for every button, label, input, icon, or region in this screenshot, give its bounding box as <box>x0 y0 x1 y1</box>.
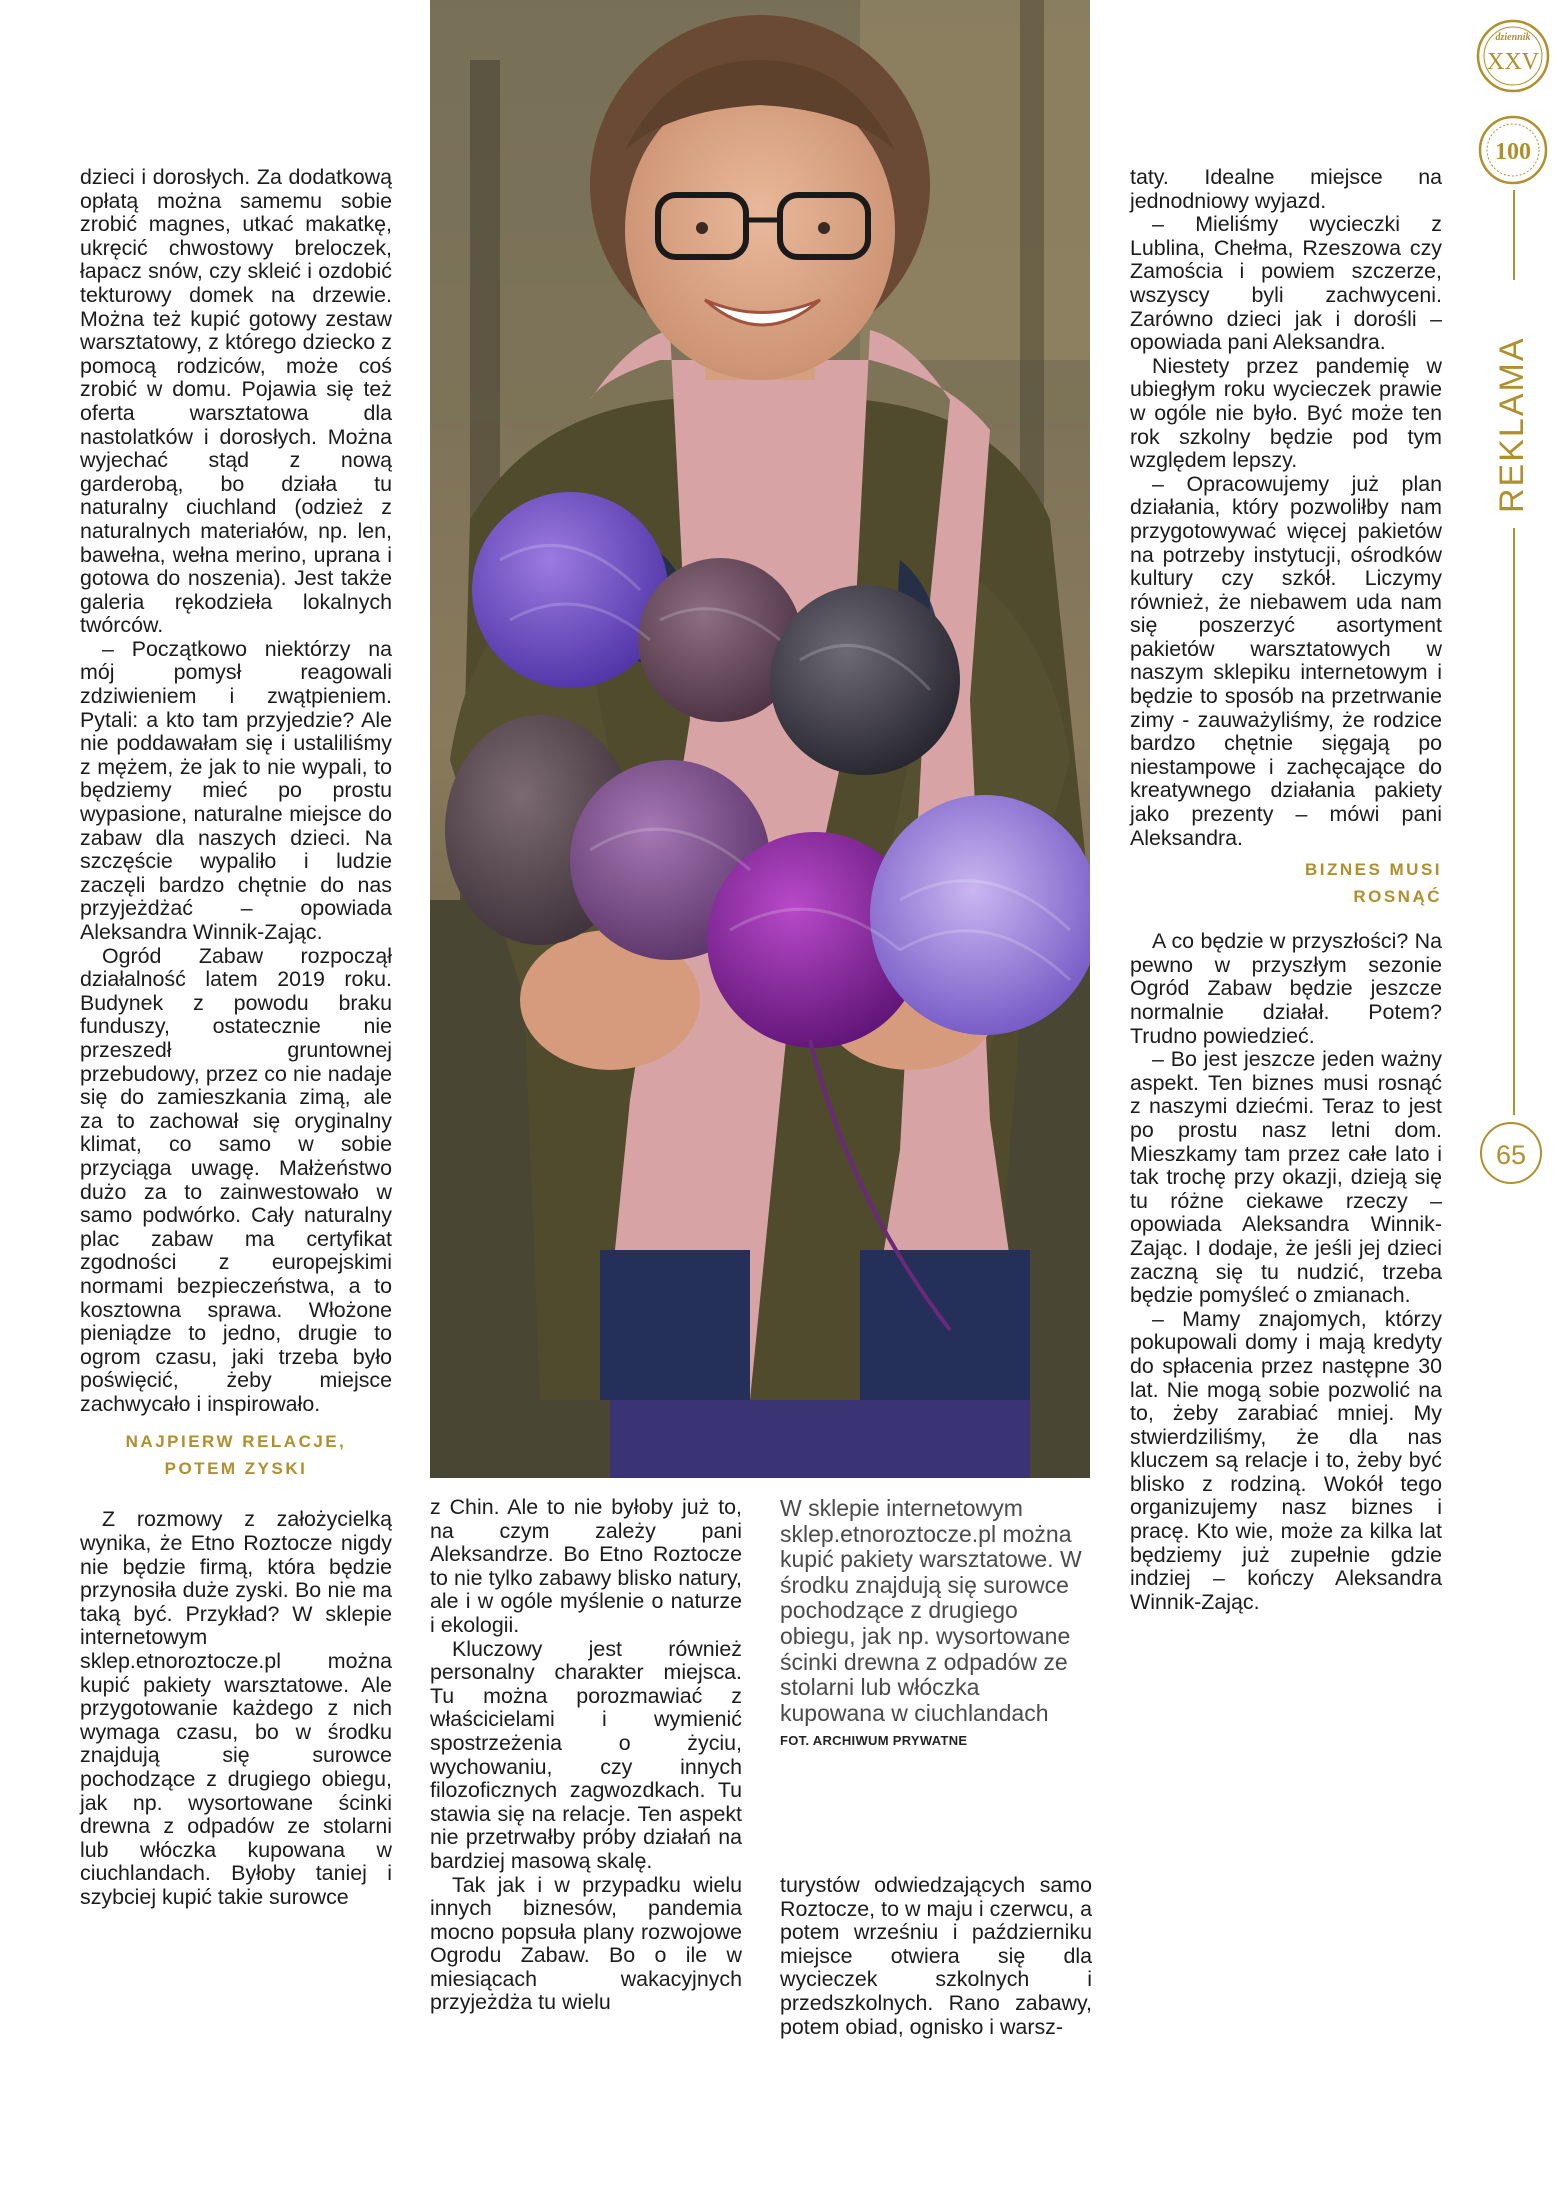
photo-credit: FOT. ARCHIWUM PRYWATNE <box>780 1733 968 1749</box>
photo-woman-with-yarn <box>430 0 1090 1478</box>
paragraph: – Mieliśmy wycieczki z Lublina, Chełma, Rzeszowa czy Zamościa i powiem szczerze, wszyscy byli zachwyceni. Zarówno dzieci jak i dorośli – opowiada pani Aleksandra. <box>1130 212 1442 355</box>
section-heading <box>80 1428 392 1482</box>
article-column-2 <box>430 1496 742 2015</box>
paragraph: Z rozmowy z założycielką wynika, że Etno Roztocze nigdy nie będzie firmą, która będzie przynosiła duże zyski. Bo nie ma taką być. Przykład? W sklepie internetowym sklep.etnoroztocze.pl można kupić pakiety warsztatowe. Ale przygotowanie każdego z nich wymaga czasu, bo w środku znajdują się surowce pochodzące z drugiego obiegu, jak np. wysortowane ścinki drewna z odpadów ze stolarni lub włóczka kupowana w ciuchlandach. Byłoby taniej i szybciej kupić takie surowce <box>80 1507 392 1909</box>
heading-line: NAJPIERW RELACJE, <box>125 1432 347 1452</box>
anniversary-badge-100 <box>1477 112 1549 188</box>
article-photo <box>430 0 1090 1478</box>
paragraph: taty. Idealne miejsce na jednodniowy wyjazd. <box>1130 165 1442 213</box>
anniversary-badge-xxv <box>1475 6 1551 106</box>
article-column-3 <box>780 1874 1092 2039</box>
badge-numeral: XXV <box>1487 49 1539 75</box>
badge-top-text: dziennik <box>1495 32 1531 43</box>
heading-line: BIZNES MUSI <box>1304 860 1442 880</box>
section-label <box>1491 288 1537 518</box>
paragraph: – Mamy znajomych, którzy pokupowali domy i mają kredyty do spłacenia przez następne 30 lat. Nie mogą sobie pozwolić na to, żeby zarabiać mniej. My stwierdziliśmy, że dla nas kluczem są relacje i to, żeby być blisko z rodziną. Wokół tego organizujemy nasz biznes i pracę. Kto wie, może za kilka lat będziemy już zupełnie gdzie indziej – kończy Aleksandra Winnik-Zając. <box>1130 1306 1442 1614</box>
paragraph: – Opracowujemy już plan działania, który pozwoliłby nam przygotowywać więcej pakietów na potrzeby instytucji, ośrodków kultury czy szkół. Liczymy również, że niebawem uda nam się poszerzyć asortyment pakietów warsztatowych w naszym sklepiku internetowym i będzie to sposób na przetrwanie zimy - zauważyliśmy, że rodzice bardzo chętnie sięgają po niestampowe i zachęcające do kreatywnego działania pakiety jako prezenty – mówi pani Aleksandra. <box>1130 471 1442 850</box>
article-column-1 <box>80 166 392 1910</box>
article-column-4 <box>1130 166 1442 1614</box>
paragraph: Ogród Zabaw rozpoczął działalność latem 2019 roku. Budynek z powodu braku funduszy, ostatecznie nie przeszedł gruntownej przebudowy, przez co nie nadaje się do zamieszkania zimą, ale za to zachował się oryginalny klimat, co samo w sobie przyciąga uwagę. Małżeństwo dużo za to zainwestowało w samo podwórko. Cały naturalny plac zabaw ma certyfikat zgodności z europejskimi normami bezpieczeństwa, a to kosztowna sprawa. Włożone pieniądze to jedno, drugie to ogrom czasu, jaki trzeba było poświęcić, żeby miejsce zachwycało i inspirowało. <box>80 943 392 1416</box>
paragraph: A co będzie w przyszłości? Na pewno w przyszłym sezonie Ogród Zabaw będzie jeszcze normalnie działał. Potem? Trudno powiedzieć. <box>1130 929 1442 1048</box>
section-label-text: REKLAMA <box>1493 336 1531 513</box>
caption-text: W sklepie internetowym sklep.etnoroztocze.pl można kupić pakiety warsztatowe. W środku znajdują się surowce pochodzące z drugiego obiegu, jak np. wysortowane ścinki drewna z odpadów ze stolarni lub włóczka kupowana w ciuchlandach <box>780 1495 1082 1726</box>
section-heading <box>1130 856 1442 910</box>
page-number: 65 <box>1480 1122 1542 1184</box>
paragraph: – Bo jest jeszcze jeden ważny aspekt. Ten biznes musi rosnąć z naszymi dziećmi. Teraz to jest po prostu nasz letni dom. Mieszkamy tam przez całe lato i tak trochę przy okazji, dzieją się tu różne ciekawe rzeczy – opowiada Aleksandra Winnik-Zając. I dodaje, że jeśli jej dzieci zaczną się tu nudzić, trzeba będzie pomyśleć o zmianach. <box>1130 1047 1442 1308</box>
paragraph: Tak jak i w przypadku wielu innych biznesów, pandemia mocno popsuła plany rozwojowe Ogrodu Zabaw. Bo o ile w miesiącach wakacyjnych przyjeżdża tu wielu <box>430 1872 742 2015</box>
photo-caption <box>780 1496 1090 1754</box>
badge-numeral: 100 <box>1495 139 1531 165</box>
paragraph: turystów odwiedzających samo Roztocze, to w maju i czerwcu, a potem wrześniu i październiku miejsce otwiera się dla wycieczek szkolnych i przedszkolnych. Rano zabawy, potem obiad, ognisko i warsz- <box>780 1873 1092 2039</box>
paragraph: z Chin. Ale to nie byłoby już to, na czym zależy pani Aleksandrze. Bo Etno Roztocze to nie tylko zabawy blisko natury, ale i w ogóle myślenie o naturze i ekologii. <box>430 1495 742 1637</box>
paragraph: Kluczowy jest również personalny charakter miejsca. Tu można porozmawiać z właścicielami i wymienić spostrzeżenia o życiu, wychowaniu, czy innych filozoficznych zagwozdkach. Tu stawia się na relacje. Ten aspekt nie przetrwałby próby działań na bardziej masową skalę. <box>430 1636 742 1873</box>
heading-line: POTEM ZYSKI <box>164 1459 308 1479</box>
paragraph: – Początkowo niektórzy na mój pomysł reagowali zdziwieniem i zwątpieniem. Pytali: a kto tam przyjedzie? Ale nie poddawałam się i ustaliliśmy z mężem, że jak to nie wypali, to będziemy mieć po prostu wypasione, naturalne miejsce do zabaw dla naszych dzieci. Na szczęście wypaliło i ludzie zaczęli bardzo chętnie do nas przyjeżdżać – opowiada Aleksandra Winnik-Zając. <box>80 636 392 944</box>
heading-line: ROSNĄĆ <box>1353 887 1442 907</box>
paragraph: Niestety przez pandemię w ubiegłym roku wycieczek prawie w ogóle nie było. Być może ten rok szkolny będzie pod tym względem lepszy. <box>1130 353 1442 473</box>
paragraph: dzieci i dorosłych. Za dodatkową opłatą można samemu sobie zrobić magnes, utkać makatkę, ukręcić chwostowy breloczek, łapacz snów, czy skleić i ozdobić tekturowy domek na drzewie. Można też kupić gotowy zestaw warsztatowy, z którego dziecko z pomocą rodziców, może coś zrobić w domu. Pojawia się też oferta warsztatowa dla nastolatków i dorosłych. Można wyjechać stąd z nową garderobą, bo działa tu naturalny ciuchland (odzież z naturalnych materiałów, np. len, bawełna, wełna merino, uprana i gotowa do noszenia). Jest także galeria rękodzieła lokalnych twórców. <box>80 165 392 638</box>
